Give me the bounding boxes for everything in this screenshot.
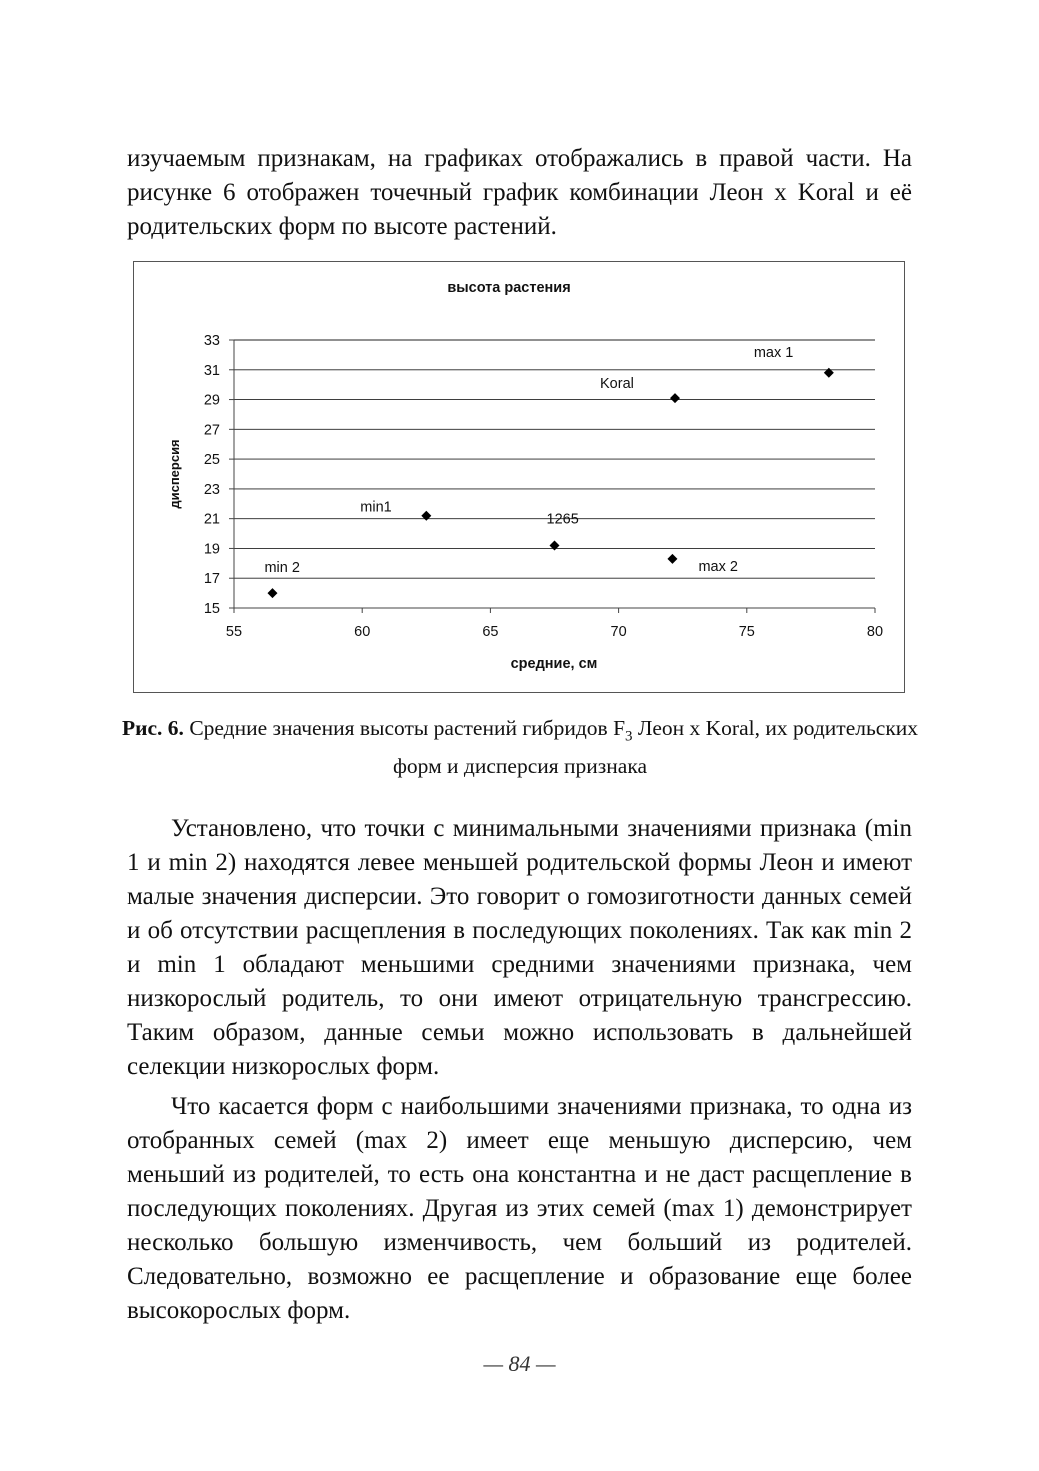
- y-axis-label: дисперсия: [167, 439, 182, 509]
- scatter-chart: [133, 261, 905, 693]
- data-point-label: min 2: [264, 560, 300, 577]
- x-tick-label: 55: [225, 624, 243, 640]
- y-tick-label: 17: [203, 571, 220, 588]
- paragraph-1: Установлено, что точки с минимальными значениями признака (min 1 и min 2) находятся левее меньшей родительской формы Леон и имеют малые значения дисперсии. Это говорит о гомозиготности данных семей и об отсутствии расщепления в последующих поколениях. Так как min 2 и min 1 обладают меньшими средними значениями признака, чем низкорослый родитель, то они имеют отрицательную трансгрессию. Таким образом, данные семьи можно использовать в дальнейшей селекции низкорослых форм.: [127, 815, 912, 1080]
- x-tick-label: 80: [866, 624, 884, 640]
- intro-paragraph: [127, 142, 912, 244]
- y-tick-label: 25: [203, 452, 220, 469]
- caption-text-post: Леон x Koral, их родительских форм и дисперсия признака: [392, 716, 919, 779]
- chart-svg: [134, 262, 906, 694]
- y-tick-label: 15: [203, 601, 220, 617]
- data-point-marker: [550, 540, 560, 550]
- x-tick-labels: [226, 608, 883, 640]
- data-point-label: max 1: [753, 344, 794, 361]
- data-point-label: min1: [360, 499, 392, 516]
- data-point-marker: [421, 511, 431, 521]
- caption-subscript: 3: [625, 728, 633, 745]
- x-tick-label: 75: [738, 624, 755, 640]
- data-point-marker: [824, 368, 834, 378]
- y-tick-label: 23: [203, 481, 220, 498]
- y-tick-label: 27: [203, 422, 220, 439]
- data-point-marker: [267, 588, 277, 598]
- x-tick-label: 70: [610, 624, 627, 640]
- data-point-label: max 2: [698, 558, 738, 575]
- y-tick-label: 33: [203, 333, 220, 349]
- caption-label: Рис. 6.: [121, 716, 184, 740]
- y-tick-label: 31: [203, 362, 220, 379]
- x-tick-label: 60: [354, 624, 371, 640]
- data-point-label: Koral: [600, 376, 634, 393]
- chart-axes: [234, 340, 875, 608]
- paragraph-2: Что касается форм с наибольшими значениями признака, то одна из отобранных семей (max 2) имеет еще меньшую дисперсию, чем меньший из родителей, то есть она константна и не даст расщепление в последующих поколениях. Другая из этих семей (max 1) демонстрирует несколько большую изменчивость, чем больший из родителей. Следовательно, возможно ее расщепление и образование еще более высокорослых форм.: [127, 1093, 912, 1324]
- body-text: [127, 812, 912, 1328]
- y-tick-label: 19: [203, 541, 220, 558]
- data-point-marker: [670, 393, 680, 403]
- data-point-label: 1265: [546, 511, 579, 528]
- figure-caption: [100, 713, 940, 781]
- intro-text: изучаемым признакам, на графиках отображались в правой части. На рисунке 6 отображен точечный график комбинации Леон x Koral и её родительских форм по высоте растений.: [127, 145, 912, 240]
- x-tick-label: 65: [482, 624, 499, 640]
- y-tick-label: 21: [203, 511, 220, 528]
- y-tick-labels: [204, 333, 234, 617]
- data-points: [264, 345, 833, 598]
- chart-title: высота растения: [447, 280, 571, 296]
- page-number: — 84 —: [483, 1351, 556, 1376]
- y-tick-label: 29: [203, 392, 220, 409]
- data-point-marker: [667, 554, 677, 564]
- x-axis-label: средние, см: [510, 656, 598, 672]
- caption-text-pre: Средние значения высоты растений гибридов F: [183, 716, 626, 740]
